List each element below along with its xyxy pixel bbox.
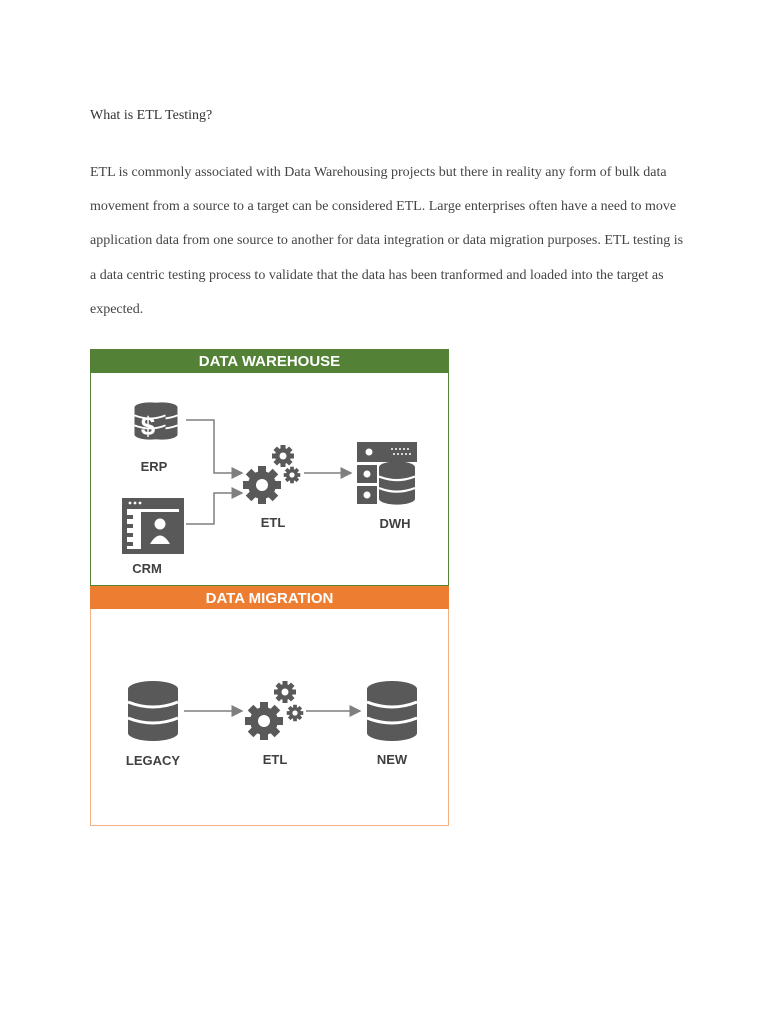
dwh-label: DWH [379, 516, 411, 531]
etl-label-warehouse: ETL [260, 515, 286, 530]
paragraph-line: ETL is commonly associated with Data Warehousing projects but there in reality any form of bulk data [90, 165, 667, 180]
etl-label-migration: ETL [262, 752, 288, 767]
erp-label: ERP [140, 459, 168, 474]
paragraph-line: expected. [90, 301, 144, 317]
legacy-database-icon [128, 681, 178, 741]
document-paragraph [90, 156, 690, 327]
svg-text:$: $ [140, 411, 156, 441]
legacy-label: LEGACY [125, 753, 181, 768]
etl-diagram [90, 349, 449, 826]
dwh-server-icon [357, 442, 417, 505]
erp-database-icon [135, 402, 178, 441]
paragraph-line: movement from a source to a target can be considered ETL. Large enterprises often have a need to move [90, 199, 677, 215]
document-heading: What is ETL Testing? [90, 108, 213, 123]
new-database-icon [367, 681, 417, 741]
paragraph-line: application data from one source to another for data integration or data migration purposes. ETL testing is [90, 233, 684, 249]
paragraph-line: a data centric testing process to validate that the data has been tranformed and loaded into the target as [90, 267, 664, 283]
new-label: NEW [376, 752, 408, 767]
warehouse-title: DATA WAREHOUSE [198, 353, 341, 370]
migration-title: DATA MIGRATION [205, 590, 334, 607]
crm-window-icon [122, 498, 184, 554]
crm-label: CRM [132, 561, 162, 576]
